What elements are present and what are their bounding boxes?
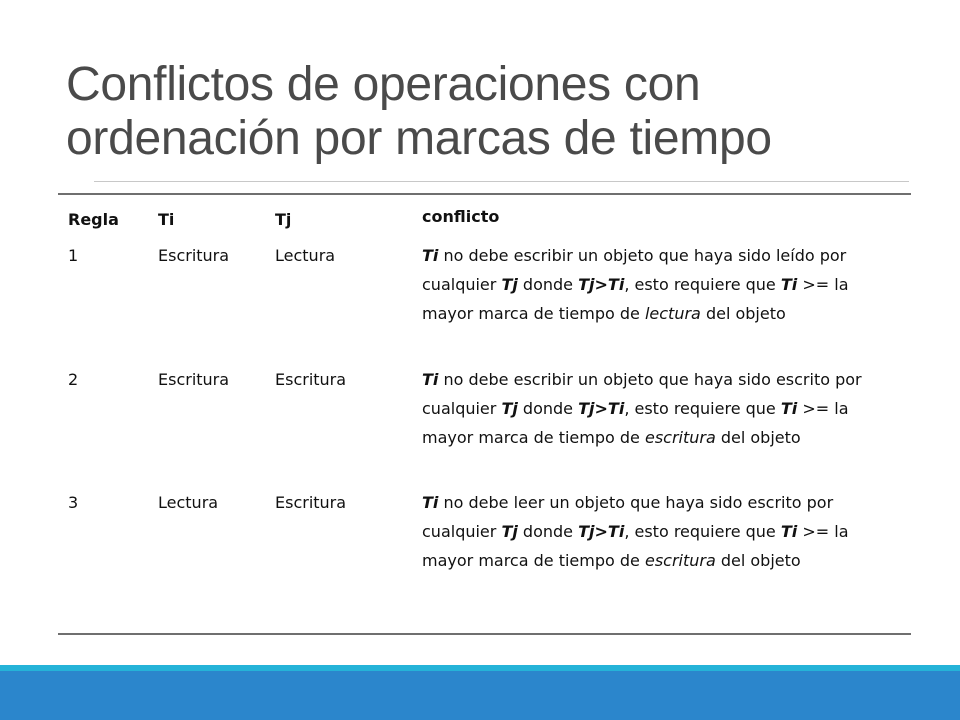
conflict-text-run: >= la mayor marca de tiempo de	[422, 275, 849, 323]
header-tj: Tj	[275, 210, 292, 229]
header-conflicto: conflicto	[422, 207, 500, 226]
conflict-text-run: >= la mayor marca de tiempo de	[422, 399, 849, 447]
cell-regla: 2	[68, 370, 79, 389]
footer-bar	[0, 665, 960, 720]
conflict-text-run: donde	[517, 399, 579, 418]
conflict-text-run: no debe escribir un objeto que haya sido escrito por cualquier	[422, 370, 862, 418]
cell-conflicto	[422, 488, 902, 575]
conflict-text-run: >= la mayor marca de tiempo de	[422, 522, 849, 570]
conflict-text-run: escritura	[644, 551, 716, 570]
title-divider	[94, 181, 909, 182]
conflict-text-run: Ti	[422, 493, 439, 512]
conflict-text-run: Tj>Ti	[578, 275, 625, 294]
conflict-text-run: , esto requiere que	[624, 522, 781, 541]
conflict-text-run: escritura	[644, 428, 716, 447]
conflict-text-run: Ti	[422, 370, 439, 389]
conflict-text-run: Tj	[501, 522, 518, 541]
conflict-text-run: Tj	[501, 399, 518, 418]
cell-regla: 3	[68, 493, 79, 512]
cell-ti: Escritura	[158, 246, 230, 265]
cell-tj: Escritura	[275, 493, 347, 512]
conflict-text-run: del objeto	[700, 304, 786, 323]
conflict-text-run: no debe escribir un objeto que haya sido leído por cualquier	[422, 246, 847, 294]
cell-ti: Escritura	[158, 370, 230, 389]
slide-title: Conflictos de operaciones con ordenación por marcas de tiempo	[66, 58, 772, 165]
rules-table	[58, 193, 911, 635]
conflict-text-run: donde	[517, 275, 579, 294]
conflict-text-run: , esto requiere que	[624, 275, 781, 294]
conflict-text-run: , esto requiere que	[624, 399, 781, 418]
conflict-text-run: Ti	[780, 399, 798, 418]
conflict-text-run: Ti	[780, 522, 798, 541]
cell-conflicto	[422, 365, 902, 452]
conflict-text-run: donde	[517, 522, 579, 541]
conflict-text-run: del objeto	[715, 551, 801, 570]
footer-accent-band	[0, 665, 960, 671]
conflict-text-run: del objeto	[715, 428, 801, 447]
cell-conflicto	[422, 241, 902, 328]
header-regla: Regla	[68, 210, 119, 229]
header-ti: Ti	[158, 210, 175, 229]
conflict-text-run: lectura	[644, 304, 701, 323]
conflict-text-run: Tj	[501, 275, 518, 294]
cell-regla: 1	[68, 246, 79, 265]
conflict-text-run: Tj>Ti	[578, 399, 625, 418]
cell-ti: Lectura	[158, 493, 219, 512]
conflict-text-run: no debe leer un objeto que haya sido escrito por cualquier	[422, 493, 834, 541]
conflict-text-run: Tj>Ti	[578, 522, 625, 541]
conflict-text-run: Ti	[422, 246, 439, 265]
cell-tj: Lectura	[275, 246, 336, 265]
cell-tj: Escritura	[275, 370, 347, 389]
conflict-text-run: Ti	[780, 275, 798, 294]
